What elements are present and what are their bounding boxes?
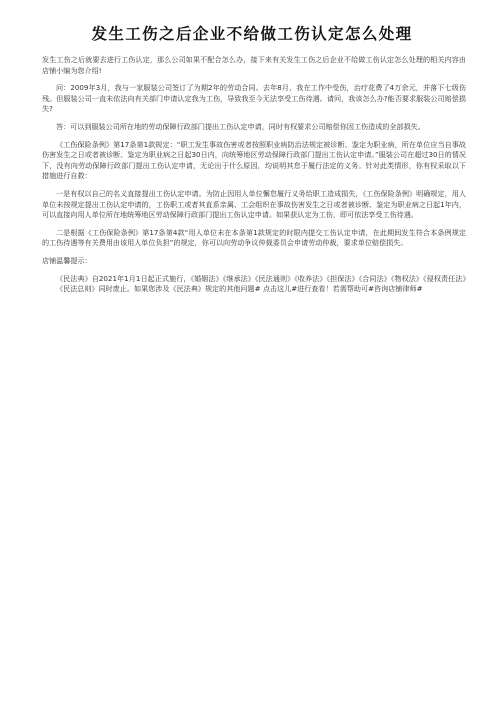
tips-text: 《民法典》自2021年1月1日起正式施行，《婚姻法》《继承法》《民法通则》《收养法》《担保法》《合同法》《物权法》《侵权责任法》《民法总则》同时废止。如果您涉及《民法典》规定的其他问题# 点击这儿#进行查看！若需帮助可#咨询店铺律师#: [56, 273, 466, 294]
regulation-paragraph: 《工伤保险条例》第17条第1款规定：“职工发生事故伤害或者按照职业病防治法规定被诊断、鉴定为职业病，所在单位应当自事故伤害发生之日或者被诊断、鉴定为职业病之日起30日内，向统筹地区劳动保障行政部门提出工伤认定申请。”服装公司在超过30日的情况下，没有向劳动保障行政部门提出工伤认定申请，无论出于什么原因，均说明其怠于履行法定的义务。针对此类情形，你有权采取以下措施进行自救：: [42, 139, 466, 181]
intro-paragraph: 发生工伤之后就要去进行工伤认定，那么公司如果不配合怎么办，接下来有关发生工伤之后企业不给做工伤认定怎么处理的相关内容由店铺小编为您介绍!: [42, 55, 466, 75]
answer-paragraph: 答：可以到服装公司所在地的劳动保障行政部门提出工伤认定申请，同时有权要求公司赔偿你因工伤造成的全部损失。: [56, 121, 425, 131]
document-body: [42, 55, 466, 302]
measure-one-paragraph: 一是有权以自己的名义直接提出工伤认定申请。为防止因用人单位懈怠履行义务给职工造成损失，《工伤保险条例》明确规定，用人单位未按规定提出工伤认定申请的，工伤职工或者其直系亲属、工会组织在事故伤害发生之日或者被诊断、鉴定为职业病之日起1年内，可以直接向用人单位所在地统筹地区劳动保障行政部门提出工伤认定申请。如果获认定为工伤，即可依法享受工伤待遇。: [42, 188, 466, 220]
measure-two-paragraph: 二是根据《工伤保险条例》第17条第4款“用人单位未在本条第1款规定的时限内提交工伤认定申请，在此期间发生符合本条例规定的工伤待遇等有关费用由该用人单位负担”的规定，你可以向劳动争议仲裁委员会申请劳动仲裁，要求单位赔偿损失。: [42, 227, 466, 248]
document-title: 发生工伤之后企业不给做工伤认定怎么处理: [91, 25, 413, 43]
tips-heading: 店铺温馨提示：: [42, 255, 92, 265]
question-paragraph: 问：2009年3月，我与一家服装公司签订了为期2年的劳动合同。去年8月，我在工作中受伤，治疗花费了4万余元，并落下七级伤残。但服装公司一直未依法向有关部门申请认定我为工伤，导致我至今无法享受工伤待遇。请问，我该怎么办?能否要求服装公司赔偿损失?: [42, 83, 466, 114]
